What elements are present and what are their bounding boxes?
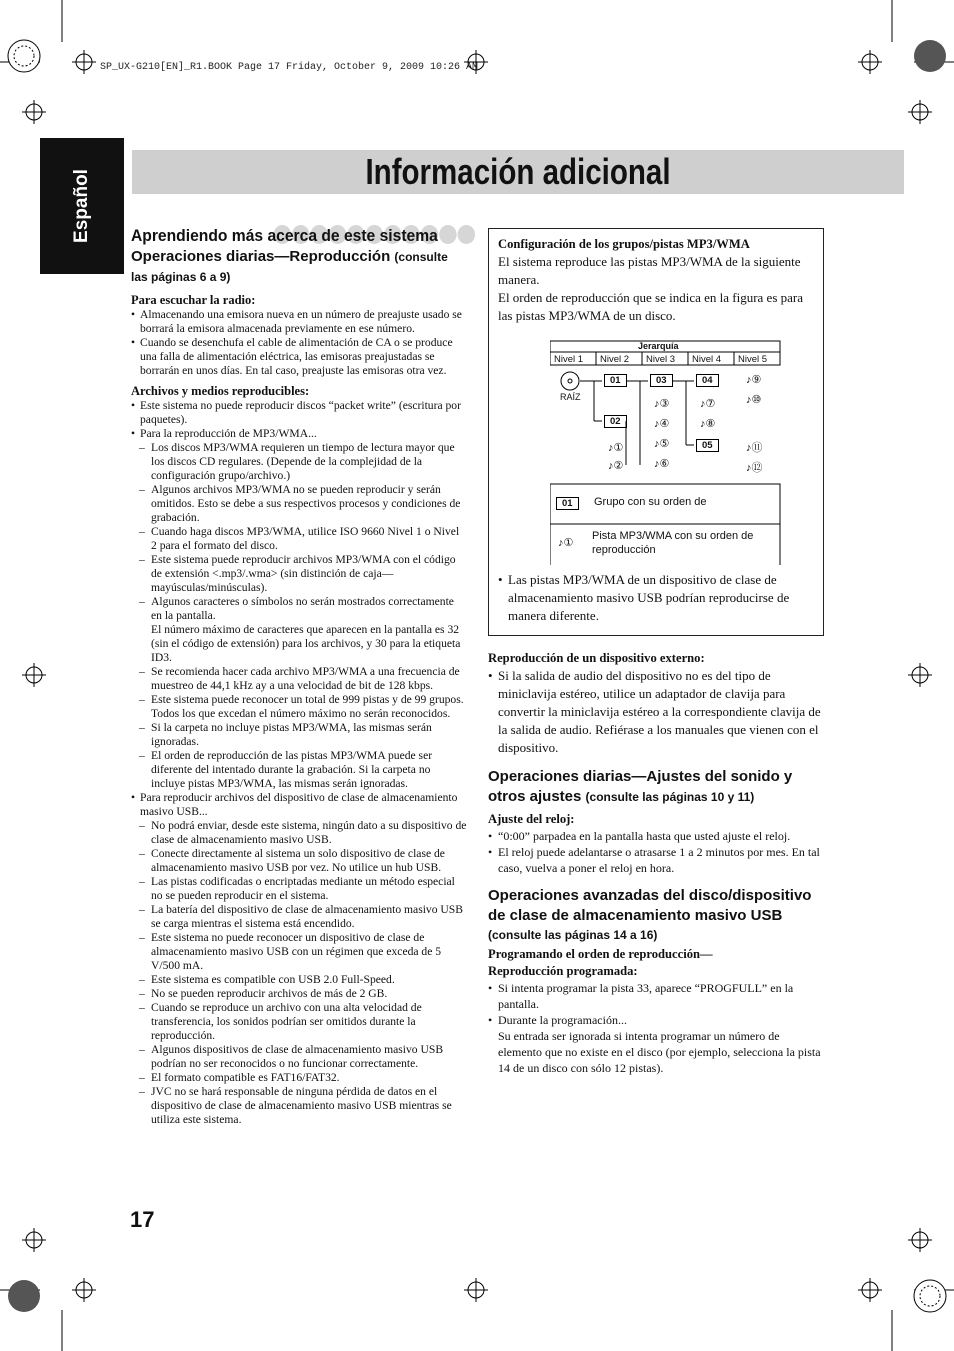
section-heading-text: Aprendiendo más acerca de este sistema xyxy=(131,226,438,245)
page-number: 17 xyxy=(130,1207,155,1232)
track-number: ⑧ xyxy=(705,418,716,430)
clock-title: Ajuste del reloj: xyxy=(488,812,575,826)
radio-title: Para escuchar la radio: xyxy=(131,293,256,307)
track-icon: ♪⑤ xyxy=(654,438,670,450)
list-item xyxy=(131,427,467,791)
track-number: ⑫ xyxy=(751,462,763,474)
list-item: • “0:00” parpadea en la pantalla hasta que usted ajuste el reloj. xyxy=(488,828,824,844)
list-item: – Los discos MP3/WMA requieren un tiempo de lectura mayor que los discos CD regulares. (Depende de la complejidad de la configuración grupo/archivo.) xyxy=(131,441,467,483)
list-item: – No podrá enviar, desde este sistema, ningún dato a su dispositivo de clase de almacenamiento masivo USB. xyxy=(131,819,467,847)
track-icon: ♪⑨ xyxy=(746,374,762,386)
list-item: – Las pistas codificadas o encriptadas mediante un método especial no se pueden reproducir en el sistema. xyxy=(131,875,467,903)
track-number: ⑦ xyxy=(705,398,716,410)
root-label: RAÍZ xyxy=(560,392,581,402)
box-paragraph: El orden de reproducción que se indica en la figura es para las pistas MP3/WMA de un disco. xyxy=(498,290,804,323)
track-icon: ♪⑥ xyxy=(654,458,670,470)
level-label: Nivel 5 xyxy=(738,354,768,365)
list-item: • Las pistas MP3/WMA de un dispositivo de clase de almacenamiento masivo USB podrían reproducirse de manera diferente. xyxy=(498,571,814,625)
list-item: – Algunos dispositivos de clase de almacenamiento masivo USB podrían no ser reconocidos o no funcionar correctamente. xyxy=(131,1043,467,1071)
track-icon: ♪⑪ xyxy=(746,442,763,454)
list-item: • Cuando se desenchufa el cable de alimentación de CA o se produce una falla de alimentación eléctrica, las emisoras preajustadas se borrarán en unos días. En tal caso, preajuste las emisoras otra vez. xyxy=(131,336,467,378)
list-item-text: Para la reproducción de MP3/WMA... xyxy=(140,427,317,440)
track-number: ④ xyxy=(659,418,670,430)
files-title: Archivos y medios reproducibles: xyxy=(131,384,310,398)
list-item: – Se recomienda hacer cada archivo MP3/WMA a una frecuencia de muestreo de 44,1 kHz ay a una velocidad de bit de 128 kbps. xyxy=(131,665,467,693)
sub-heading-ref: (consulte las páginas 6 a 9) xyxy=(131,250,448,284)
track-number: ⑤ xyxy=(659,438,670,450)
track-icon: ♪⑦ xyxy=(700,398,716,410)
track-number: ② xyxy=(613,460,624,472)
prog-title-line: Programando el orden de reproducción— xyxy=(488,947,713,961)
track-icon: ♪⑧ xyxy=(700,418,716,430)
group-folder: 01 xyxy=(604,374,627,387)
ext-title: Reproducción de un dispositivo externo: xyxy=(488,651,705,665)
track-number: ③ xyxy=(659,398,670,410)
mp3-config-box xyxy=(488,228,824,636)
legend-group-folder: 01 xyxy=(556,497,579,510)
section-heading xyxy=(131,225,440,247)
list-item: • Si la salida de audio del dispositivo no es del tipo de miniclavija estéreo, utilice un adaptador de clavija para convertir la miniclavija estéreo a la correspondiente clavija de la salida de audio. Refiérase a los manuales que vienen con el dispositivo. xyxy=(488,667,824,757)
box-title: Configuración de los grupos/pistas MP3/WMA xyxy=(498,237,750,251)
box-paragraph: El sistema reproduce las pistas MP3/WMA de la siguiente manera. xyxy=(498,254,801,287)
sub-heading xyxy=(131,247,467,287)
group-folder: 03 xyxy=(650,374,673,387)
legend-track-text: Pista MP3/WMA con su orden de reproducción xyxy=(592,530,754,556)
list-item-text: Durante la programación... xyxy=(498,1013,627,1027)
track-number: ⑪ xyxy=(751,442,763,454)
list-item: • Este sistema no puede reproducir discos “packet write” (escritura por paquetes). xyxy=(131,399,467,427)
track-icon: ♪③ xyxy=(654,398,670,410)
chars-note: El número máximo de caracteres que aparecen en la pantalla es 32 (sin el código de extensión) para los archivos, y 30 para la etiqueta ID3. xyxy=(151,623,461,664)
track-icon: ♪⑩ xyxy=(746,394,762,406)
list-item: • El reloj puede adelantarse o atrasarse 1 a 2 minutos por mes. En tal caso, vuelva a poner el reloj en hora. xyxy=(488,844,824,876)
sound-heading-ref: (consulte las páginas 10 y 11) xyxy=(585,790,755,804)
list-item: – No se pueden reproducir archivos de más de 2 GB. xyxy=(131,987,467,1001)
advanced-heading-ref: (consulte las páginas 14 a 16) xyxy=(488,928,658,942)
track-icon: ♪① xyxy=(608,442,624,454)
prog-title xyxy=(488,946,824,980)
list-item: – JVC no se hará responsable de ninguna pérdida de datos en el dispositivo de clase de almacenamiento masivo USB mientras se utiliza este sistema. xyxy=(131,1085,467,1127)
level-label: Nivel 4 xyxy=(692,354,722,365)
track-number: ⑥ xyxy=(659,458,670,470)
left-column xyxy=(131,225,467,1127)
list-item: – Este sistema puede reproducir archivos MP3/WMA con el código de extensión <.mp3/.wma> (sin distinción de caja—mayúsculas/minúsculas). xyxy=(131,553,467,595)
title-bar xyxy=(132,150,904,194)
group-folder: 02 xyxy=(604,415,627,428)
list-item: – Este sistema es compatible con USB 2.0 Full-Speed. xyxy=(131,973,467,987)
list-item: – Conecte directamente al sistema un solo dispositivo de clase de almacenamiento masivo USB por vez. No utilice un hub USB. xyxy=(131,847,467,875)
track-number: ① xyxy=(613,442,624,454)
list-item: – Algunos archivos MP3/WMA no se pueden reproducir y serán omitidos. Esto se debe a sus respectivos procesos y condiciones de grabación. xyxy=(131,483,467,525)
language-tab-label: Español xyxy=(71,169,92,243)
list-item: – Este sistema no puede reconocer un dispositivo de clase de almacenamiento masivo USB con un régimen que exceda de 5 V/500 mA. xyxy=(131,931,467,973)
page-title: Información adicional xyxy=(365,151,671,192)
hierarchy-label: Jerarquía xyxy=(638,341,679,351)
hierarchy-diagram xyxy=(550,339,782,565)
legend-track-icon: ♪① xyxy=(558,537,574,549)
track-icon: ♪④ xyxy=(654,418,670,430)
prog-title-line: Reproducción programada: xyxy=(488,964,638,978)
track-icon: ♪⑫ xyxy=(746,462,763,474)
group-folder: 05 xyxy=(696,439,719,452)
prog-note: Su entrada ser ignorada si intenta programar un número de elemento que no existe en el disco (por ejemplo, selecciona la pista 14 de un disco con sólo 12 pistas). xyxy=(498,1029,821,1075)
list-item xyxy=(131,595,467,665)
list-item: – Cuando se reproduce un archivo con una alta velocidad de transferencia, los sonidos podrían ser omitidos durante la reproducción. xyxy=(131,1001,467,1043)
sound-heading xyxy=(488,767,824,807)
level-label: Nivel 3 xyxy=(646,354,676,365)
list-item: – Si la carpeta no incluye pistas MP3/WMA, las mismas serán ignoradas. xyxy=(131,721,467,749)
list-item xyxy=(488,1012,824,1076)
track-icon: ♪② xyxy=(608,460,624,472)
group-folder: 04 xyxy=(696,374,719,387)
list-item-text: Para reproducir archivos del dispositivo de clase de almacenamiento masivo USB... xyxy=(140,791,458,818)
list-item: • Almacenando una emisora nueva en un número de preajuste usado se borrará la emisora almacenada previamente en ese número. xyxy=(131,308,467,336)
legend-group-text: Grupo con su orden de xyxy=(594,496,707,508)
list-item: – Cuando haga discos MP3/WMA, utilice ISO 9660 Nivel 1 o Nivel 2 para el formato del disco. xyxy=(131,525,467,553)
list-item-text: Algunos caracteres o símbolos no serán mostrados correctamente en la pantalla. xyxy=(151,595,454,622)
list-item: • Si intenta programar la pista 33, aparece “PROGFULL” en la pantalla. xyxy=(488,980,824,1012)
sub-heading-text: Operaciones diarias—Reproducción xyxy=(131,248,391,265)
language-tab xyxy=(40,138,124,274)
list-item: – El formato compatible es FAT16/FAT32. xyxy=(131,1071,467,1085)
list-item: – Este sistema puede reconocer un total de 999 pistas y de 99 grupos. Todos los que excedan el número máximo no serán reconocidos. xyxy=(131,693,467,721)
list-item: – El orden de reproducción de las pistas MP3/WMA puede ser diferente del intentado durante la grabación. Si la carpeta no incluye pistas MP3/WMA, las mismas serán ignoradas. xyxy=(131,749,467,791)
advanced-heading: Operaciones avanzadas del disco/dispositivo de clase de almacenamiento masivo USB xyxy=(488,887,812,924)
level-label: Nivel 2 xyxy=(600,354,630,365)
file-header: SP_UX-G210[EN]_R1.BOOK Page 17 Friday, October 9, 2009 10:26 AM xyxy=(100,62,479,73)
list-item xyxy=(131,791,467,1127)
sound-heading-text: Operaciones diarias—Ajustes del sonido y otros ajustes xyxy=(488,768,793,805)
level-label: Nivel 1 xyxy=(554,354,584,365)
track-number: ⑩ xyxy=(751,394,762,406)
list-item: – La batería del dispositivo de clase de almacenamiento masivo USB se carga mientras el sistema está encendido. xyxy=(131,903,467,931)
legend-track-number: ① xyxy=(563,537,574,549)
right-column xyxy=(488,228,824,1076)
track-number: ⑨ xyxy=(751,374,762,386)
